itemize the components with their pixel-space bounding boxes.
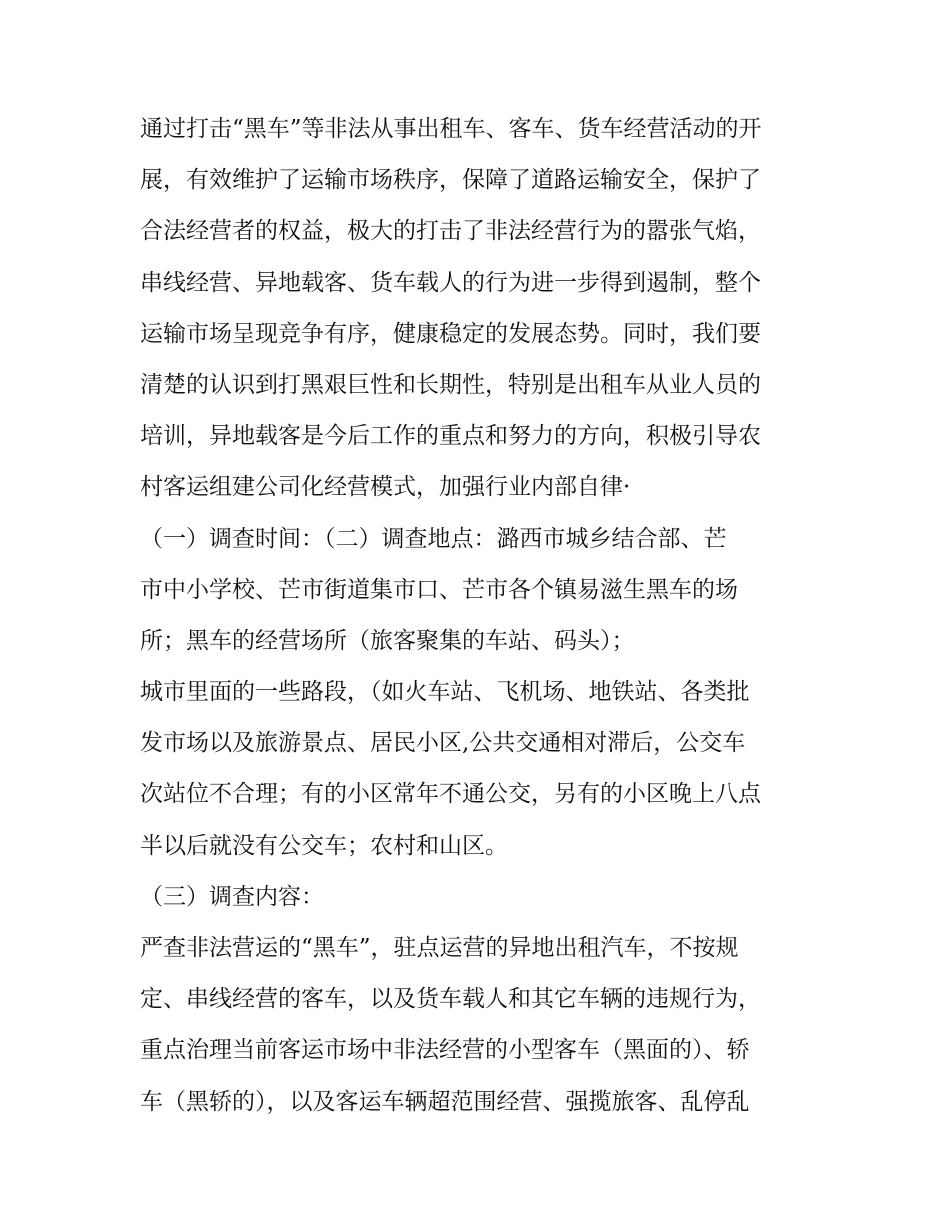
text-line: 串线经营、异地载客、货车载人的行为进一步得到遏制，整个 bbox=[140, 269, 761, 296]
text-line: 清楚的认识到打黑艰巨性和长期性，特别是出租车从业人员的 bbox=[140, 371, 761, 398]
text-line: 城市里面的一些路段，（如火车站、飞机场、地铁站、各类批 bbox=[140, 679, 750, 706]
text-line: 展，有效维护了运输市场秩序，保障了道路运输安全，保护了 bbox=[140, 167, 761, 194]
text-line: 所；黑车的经营场所（旅客聚集的车站、码头）； bbox=[140, 627, 635, 654]
text-line: 严查非法营运的“黑车”，驻点运营的异地出租汽车，不按规 bbox=[140, 935, 739, 961]
section-heading-survey-time-location: （一）调查时间：（二）调查地点：潞西市城乡结合部、芒 bbox=[140, 525, 727, 552]
text-line: 村客运组建公司化经营模式，加强行业内部自律· bbox=[140, 474, 631, 501]
text-line: 运输市场呈现竞争有序，健康稳定的发展态势。同时，我们要 bbox=[140, 320, 761, 347]
text-line: 市中小学校、芒市街道集市口、芒市各个镇易滋生黑车的场 bbox=[140, 576, 738, 603]
text-line: 次站位不合理；有的小区常年不通公交，另有的小区晚上八点 bbox=[140, 781, 761, 808]
section-heading-survey-content: （三）调查内容： bbox=[140, 883, 324, 910]
text-line: 定、串线经营的客车，以及货车载人和其它车辆的违规行为， bbox=[140, 986, 761, 1013]
text-line: 合法经营者的权益，极大的打击了非法经营行为的嚣张气焰， bbox=[140, 218, 761, 245]
text-line: 培训，异地载客是今后工作的重点和努力的方向，积极引导农 bbox=[140, 423, 761, 450]
text-line: 通过打击“黑车”等非法从事出租车、客车、货车经营活动的开 bbox=[140, 116, 762, 142]
body-text bbox=[140, 104, 820, 1128]
text-line: 发市场以及旅游景点、居民小区,公共交通相对滞后，公交车 bbox=[140, 730, 746, 757]
text-line: 半以后就没有公交车；农村和山区。 bbox=[140, 832, 508, 859]
text-line: 车（黑轿的），以及客运车辆超范围经营、强揽旅客、乱停乱 bbox=[140, 1088, 750, 1115]
text-line: 重点治理当前客运市场中非法经营的小型客车（黑面的）、轿 bbox=[140, 1037, 750, 1064]
